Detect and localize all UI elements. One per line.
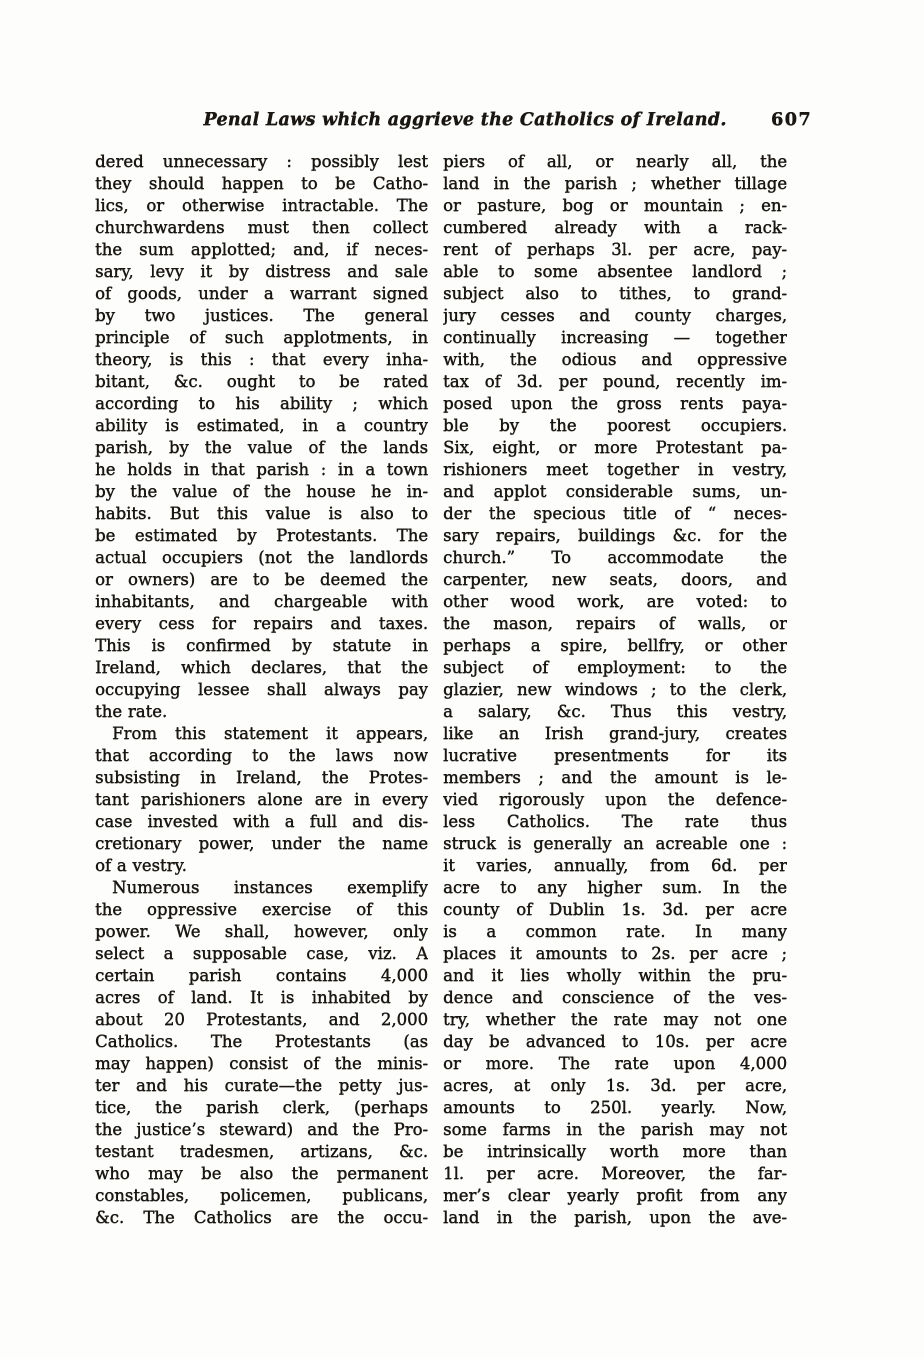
text-line: certain parish contains 4,000 (95, 966, 428, 985)
text-line: occupying lessee shall always pay (95, 680, 428, 699)
text-line: of a vestry. (95, 856, 187, 875)
text-line: tice, the parish clerk, (perhaps (95, 1098, 428, 1117)
text-line: sary, levy it by distress and sale (95, 262, 428, 281)
text-line: church.” To accommodate the (443, 548, 787, 567)
text-line: every cess for repairs and taxes. (95, 614, 428, 633)
text-line: ter and his curate—the petty jus- (95, 1076, 428, 1095)
text-line: other wood work, are voted: to (443, 592, 787, 611)
text-line: This is confirmed by statute in (95, 636, 428, 655)
text-line: mer’s clear yearly profit from any (443, 1186, 787, 1205)
text-line: vied rigorously upon the defence- (443, 790, 787, 809)
text-line: members ; and the amount is le- (443, 768, 787, 787)
paragraph (95, 151, 428, 723)
text-line: parish, by the value of the lands (95, 438, 428, 457)
text-line: the sum applotted; and, if neces- (95, 240, 428, 259)
page-title: Penal Laws which aggrieve the Catholics of Ireland. (203, 110, 727, 130)
text-line: subject of employment: to the (443, 658, 787, 677)
text-line: according to his ability ; which (95, 394, 428, 413)
text-columns (95, 151, 787, 1229)
text-line: and it lies wholly within the pru- (443, 966, 787, 985)
text-line: day be advanced to 10s. per acre (443, 1032, 787, 1051)
text-line: who may be also the permanent (95, 1164, 428, 1183)
text-line: cretionary power, under the name (95, 834, 428, 853)
text-line: a salary, &c. Thus this vestry, (443, 702, 787, 721)
text-line: subject also to tithes, to grand- (443, 284, 787, 303)
text-line: or pasture, bog or mountain ; en- (443, 196, 787, 215)
text-line: bitant, &c. ought to be rated (95, 372, 428, 391)
text-line: glazier, new windows ; to the clerk, (443, 680, 787, 699)
text-line: ble by the poorest occupiers. (443, 416, 787, 435)
text-line: continually increasing — together (443, 328, 787, 347)
running-header (0, 110, 924, 140)
text-line: it varies, annually, from 6d. per (443, 856, 787, 875)
text-line: &c. The Catholics are the occu- (95, 1208, 428, 1227)
text-line: case invested with a full and dis- (95, 812, 428, 831)
text-line: by two justices. The general (95, 306, 428, 325)
page-number: 607 (770, 110, 812, 130)
text-line: ability is estimated, in a country (95, 416, 428, 435)
text-line: tant parishioners alone are in every (95, 790, 428, 809)
text-line: sary repairs, buildings &c. for the (443, 526, 787, 545)
text-line: From this statement it appears, (112, 724, 428, 743)
paragraph (95, 723, 428, 877)
text-line: the oppressive exercise of this (95, 900, 428, 919)
text-line: amounts to 250l. yearly. Now, (443, 1098, 787, 1117)
text-line: tax of 3d. per pound, recently im- (443, 372, 787, 391)
text-line: may happen) consist of the minis- (95, 1054, 428, 1073)
text-line: about 20 Protestants, and 2,000 (95, 1010, 428, 1029)
text-line: struck is generally an acreable one : (443, 834, 787, 853)
text-line: jury cesses and county charges, (443, 306, 787, 325)
text-line: lics, or otherwise intractable. The (95, 196, 428, 215)
text-line: cumbered already with a rack- (443, 218, 787, 237)
text-line: some farms in the parish may not (443, 1120, 787, 1139)
text-line: the rate. (95, 702, 168, 721)
right-column (443, 151, 787, 1229)
text-line: acres, at only 1s. 3d. per acre, (443, 1076, 787, 1095)
text-line: habits. But this value is also to (95, 504, 428, 523)
text-line: inhabitants, and chargeable with (95, 592, 428, 611)
text-line: lucrative presentments for its (443, 746, 787, 765)
text-line: actual occupiers (not the landlords (95, 548, 428, 567)
text-line: dered unnecessary : possibly lest (95, 152, 428, 171)
text-line: rent of perhaps 3l. per acre, pay- (443, 240, 787, 259)
text-line: Numerous instances exemplify (112, 878, 428, 897)
paragraph (443, 151, 787, 1229)
text-line: land in the parish, upon the ave- (443, 1208, 787, 1227)
text-line: he holds in that parish : in a town (95, 460, 428, 479)
text-line: able to some absentee landlord ; (443, 262, 787, 281)
text-line: less Catholics. The rate thus (443, 812, 787, 831)
text-line: piers of all, or nearly all, the (443, 152, 787, 171)
text-line: Catholics. The Protestants (as (95, 1032, 428, 1051)
text-line: of goods, under a warrant signed (95, 284, 428, 303)
text-line: principle of such applotments, in (95, 328, 428, 347)
text-line: der the specious title of “ neces- (443, 504, 787, 523)
text-line: select a supposable case, viz. A (95, 944, 428, 963)
text-line: rishioners meet together in vestry, (443, 460, 787, 479)
text-line: is a common rate. In many (443, 922, 787, 941)
text-line: be intrinsically worth more than (443, 1142, 787, 1161)
text-line: land in the parish ; whether tillage (443, 174, 787, 193)
text-line: or owners) are to be deemed the (95, 570, 428, 589)
text-line: posed upon the gross rents paya- (443, 394, 787, 413)
paragraph (95, 877, 428, 1229)
text-line: with, the odious and oppressive (443, 350, 787, 369)
text-line: by the value of the house he in- (95, 482, 428, 501)
text-line: be estimated by Protestants. The (95, 526, 428, 545)
text-line: constables, policemen, publicans, (95, 1186, 428, 1205)
text-line: testant tradesmen, artizans, &c. (95, 1142, 428, 1161)
text-line: try, whether the rate may not one (443, 1010, 787, 1029)
text-line: acres of land. It is inhabited by (95, 988, 428, 1007)
text-line: subsisting in Ireland, the Protes- (95, 768, 428, 787)
text-line: and applot considerable sums, un- (443, 482, 787, 501)
text-line: the mason, repairs of walls, or (443, 614, 787, 633)
text-line: like an Irish grand-jury, creates (443, 724, 787, 743)
text-line: 1l. per acre. Moreover, the far- (443, 1164, 787, 1183)
text-line: Six, eight, or more Protestant pa- (443, 438, 787, 457)
text-line: dence and conscience of the ves- (443, 988, 787, 1007)
text-line: perhaps a spire, bellfry, or other (443, 636, 787, 655)
text-line: power. We shall, however, only (95, 922, 428, 941)
text-line: that according to the laws now (95, 746, 428, 765)
text-line: acre to any higher sum. In the (443, 878, 787, 897)
text-line: carpenter, new seats, doors, and (443, 570, 787, 589)
text-line: Ireland, which declares, that the (95, 658, 428, 677)
text-line: they should happen to be Catho- (95, 174, 428, 193)
text-line: or more. The rate upon 4,000 (443, 1054, 787, 1073)
text-line: the justice’s steward) and the Pro- (95, 1120, 428, 1139)
text-line: theory, is this : that every inha- (95, 350, 428, 369)
text-line: places it amounts to 2s. per acre ; (443, 944, 787, 963)
text-line: county of Dublin 1s. 3d. per acre (443, 900, 787, 919)
text-line: churchwardens must then collect (95, 218, 428, 237)
left-column (95, 151, 428, 1229)
